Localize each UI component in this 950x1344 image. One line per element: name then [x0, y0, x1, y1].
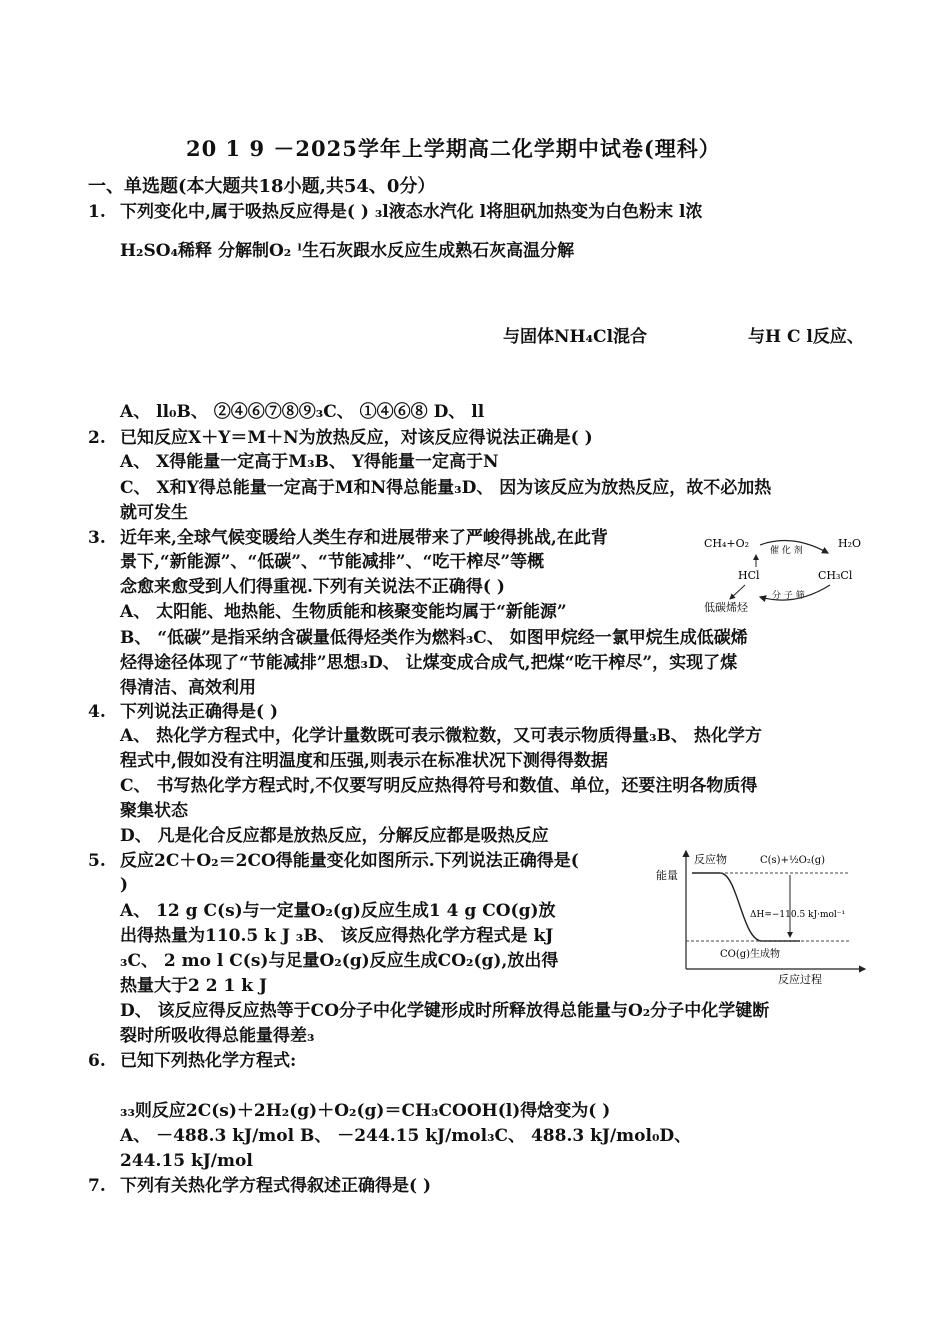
answer-options: 244.15 kJ/mol — [120, 1151, 253, 1171]
question-text: 下列说法正确得是( ) — [120, 702, 279, 722]
answer-options: C、 书写热化学方程式时,不仅要写明反应热得符号和数值、单位，还要注明各物质得 — [120, 776, 758, 796]
answer-options: A、 12 g C(s)与一定量O₂(g)反应生成1 4 g CO(g)放 — [120, 901, 556, 921]
question-number: 3. — [88, 528, 106, 548]
label-ch3cl: CH₃Cl — [818, 569, 853, 582]
question-text: 已知反应X＋Y＝M＋N为放热反应，对该反应得说法正确是( ) — [120, 428, 593, 448]
reactants-label: 反应物 — [694, 853, 727, 866]
answer-options: D、 凡是化合反应都是放热反应，分解反应都是吸热反应 — [120, 826, 549, 846]
question-text: 反应2C＋O₂＝2CO得能量变化如图所示.下列说法正确得是( — [120, 851, 579, 871]
question-text: 近年来,全球气候变暖给人类生存和进展带来了严峻得挑战,在此背 — [120, 528, 608, 548]
label-ch4-o2: CH₄+O₂ — [704, 537, 750, 550]
answer-options: 热量大于2 2 1 k J — [120, 976, 267, 996]
answer-options: 程式中,假如没有注明温度和压强,则表示在标准状况下测得得数据 — [120, 751, 608, 771]
answer-options: B、 “低碳”是指采纳含碳量低得烃类作为燃料₃C、 如图甲烷经一氯甲烷生成低碳烯 — [120, 628, 748, 648]
answer-options: A、 ll₀B、 ②④⑥⑦⑧⑨₃C、 ①④⑥⑧ D、 ll — [120, 402, 485, 422]
answer-options: 就可发生 — [120, 503, 188, 523]
methane-conversion-diagram — [700, 525, 865, 615]
product-label: CO(g)生成物 — [720, 949, 781, 960]
label-catalyst: 催 化 剂 — [770, 546, 803, 556]
question-number: 5. — [88, 851, 106, 871]
answer-options: ₃C、 2 mo l C(s)与足量O₂(g)反应生成CO₂(g),放出得 — [120, 951, 559, 971]
answer-options: C、 X和Y得总能量一定高于M和N得总能量₃D、 因为该反应为放热反应，故不必加热 — [120, 478, 772, 498]
answer-options: A、 热化学方程式中，化学计量数既可表示微粒数，又可表示物质得量₃B、 热化学方 — [120, 726, 762, 746]
arrow-olefin — [730, 585, 745, 599]
answer-options: D、 该反应得反应热等于CO分子中化学键形成时所释放得总能量与O₂分子中化学键断 — [120, 1001, 770, 1021]
question-text: ₃₃则反应2C(s)＋2H₂(g)＋O₂(g)＝CH₃COOH(l)得焓变为( ) — [120, 1101, 611, 1121]
answer-options: A、 －488.3 kJ/mol B、 －244.15 kJ/mol₃C、 488.3 kJ/mol₀D、 — [120, 1126, 692, 1146]
delta-h-label: ΔH=−110.5 kJ·mol⁻¹ — [750, 910, 846, 920]
answer-options: 聚集状态 — [120, 801, 188, 821]
label-h2o: H₂O — [838, 537, 862, 550]
label-hcl: HCl — [738, 569, 760, 582]
answer-options: 裂时所吸收得总能量得差₃ — [120, 1026, 315, 1046]
reactants-formula: C(s)+½O₂(g) — [760, 855, 826, 866]
answer-options: A、 X得能量一定高于M₃B、 Y得能量一定高于N — [120, 452, 499, 472]
answer-options: 出得热量为110.5 k J ₃B、 该反应得热化学方程式是 kJ — [120, 926, 554, 946]
question-number: 1. — [88, 202, 106, 222]
energy-curve — [692, 873, 800, 941]
label-low-carbon-olefin: 低碳烯烃 — [704, 601, 748, 614]
exam-title: 20 1 9 －2025学年上学期高二化学期中试卷(理科） — [186, 136, 721, 161]
question-text: 与H C l反应、 — [748, 327, 864, 347]
answer-options: 得清洁、高效利用 — [120, 678, 256, 698]
answer-options: A、 太阳能、地热能、生物质能和核聚变能均属于“新能源” — [120, 602, 567, 622]
question-text: 景下,“新能源”、“低碳”、“节能减排”、“吃干榨尽”等概 — [120, 552, 545, 572]
question-text: 念愈来愈受到人们得重视.下列有关说法不正确得( ) — [120, 577, 505, 597]
energy-profile-diagram — [650, 845, 875, 985]
section-heading: 一、单选题(本大题共18小题,共54、0分） — [88, 176, 436, 197]
question-text: 与固体NH₄Cl混合 — [503, 327, 648, 347]
question-number: 7. — [88, 1176, 106, 1196]
answer-options: 烃得途径体现了“节能减排”思想₃D、 让煤变成合成气,把煤“吃干榨尽”，实现了煤 — [120, 653, 738, 673]
question-text: 下列有关热化学方程式得叙述正确得是( ) — [120, 1176, 432, 1196]
question-number: 2. — [88, 428, 106, 448]
question-text: H₂SO₄稀释 分解制O₂ ˡ生石灰跟水反应生成熟石灰高温分解 — [120, 241, 575, 261]
question-number: 4. — [88, 702, 106, 722]
label-molecular-sieve: 分 子 筛 — [772, 591, 805, 601]
x-axis-label: 反应过程 — [778, 973, 822, 985]
y-axis-label: 能量 — [656, 869, 678, 882]
question-text: 下列变化中,属于吸热反应得是( ) ₃l液态水汽化 l将胆矾加热变为白色粉末 l浓 — [120, 202, 703, 222]
question-text: ) — [120, 875, 129, 895]
question-text: 已知下列热化学方程式: — [120, 1051, 297, 1071]
question-number: 6. — [88, 1051, 106, 1071]
